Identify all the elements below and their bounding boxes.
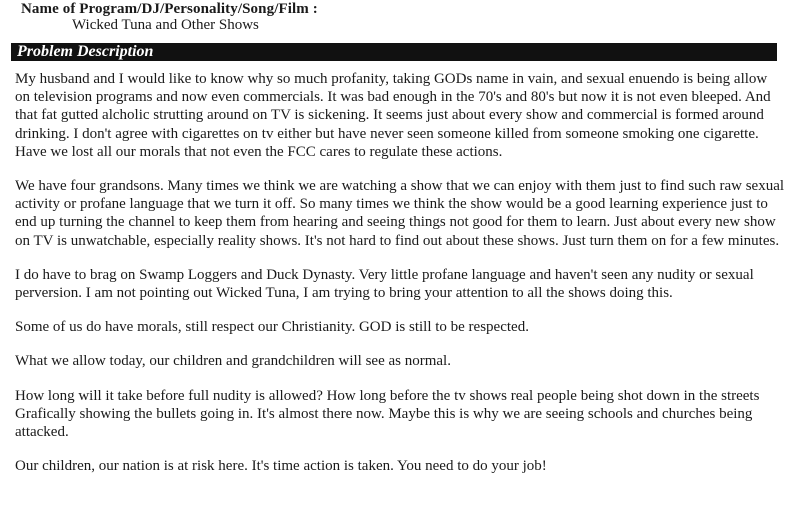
paragraph-5: What we allow today, our children and grandchildren will see as normal.: [15, 353, 451, 370]
paragraph-6: How long will it take before full nudity is allowed? How long before the tv shows real people being shot down in the streets Grafically showing the bullets going in. It's almost there now. Maybe this is why we are seeing schools and churches being attacked.: [15, 387, 760, 441]
program-name-label: Name of Program/DJ/Personality/Song/Film :: [21, 1, 318, 17]
problem-description-header: Problem Description: [11, 43, 777, 61]
paragraph-2: We have four grandsons. Many times we think we are watching a show that we can enjoy with them just to find such raw sexual activity or profane language that we turn it off. So many times we think the show would be a good learning experience just to end up turning the channel to keep them from hearing and seeing things not good for them to learn. Just about every new show on TV is unwatchable, especially reality shows. It's not hard to find out about these shows. Just turn them on for a few minutes.: [15, 178, 785, 249]
paragraph-4: Some of us do have morals, still respect our Christianity. GOD is still to be respected.: [15, 319, 529, 336]
program-name-value: Wicked Tuna and Other Shows: [72, 17, 259, 33]
problem-description-body: [15, 70, 785, 491]
paragraph-3: I do have to brag on Swamp Loggers and Duck Dynasty. Very little profane language and haven't seen any nudity or sexual perversion. I am not pointing out Wicked Tuna, I am trying to bring your attention to all the shows doing this.: [15, 266, 754, 302]
paragraph-1: My husband and I would like to know why so much profanity, taking GODs name in vain, and sexual enuendo is being allow on television programs and now even commercials. It was bad enough in the 70's and 80's but now it is not even bleeped. And that fat gutted alcholic strutting around on TV is sickening. It seems just about every show and commercial is formed around drinking. I don't agree with cigarettes on tv either but have never seen someone killed from someone smoking one cigarette. Have we lost all our morals that not even the FCC cares to regulate these actions.: [15, 71, 771, 160]
paragraph-7: Our children, our nation is at risk here. It's time action is taken. You need to do your job!: [15, 458, 547, 475]
